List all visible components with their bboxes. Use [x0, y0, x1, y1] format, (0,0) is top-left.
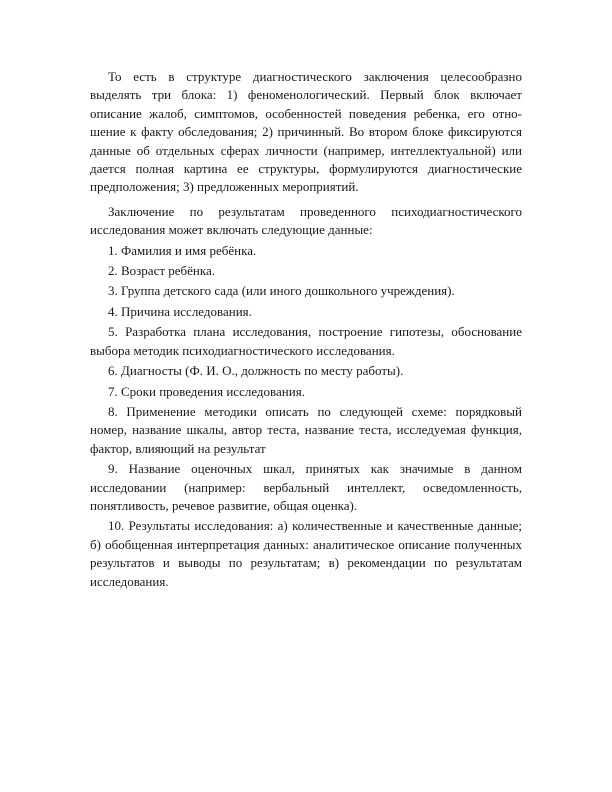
- list-item-7: 7. Сроки проведения исследования.: [108, 383, 305, 399]
- list-item-3: 3. Группа детского сада (или иного дошкольного учреждения).: [108, 283, 455, 299]
- list-item-1: 1. Фамилия и имя ребёнка.: [108, 242, 257, 258]
- list-item-9: 9. Название оценочных шкал, принятых как значимые в данном исследовании (например: вербальный интеллект, осведомленность, понятливость, речевое развитие, общая оценка).: [90, 461, 522, 513]
- list-item-8: 8. Применение методики описать по следующей схеме: порядковый номер, название шкалы, автор теста, название теста, исследуемая функция, фактор, влияющий на результат: [90, 403, 522, 456]
- conclusion-paragraph: Заключение по результатам проведенного психодиагностического исследования может включать следующие данные:: [90, 203, 522, 238]
- document-page: [90, 68, 522, 591]
- list-item-5: 5. Разработка плана исследования, построение гипотезы, обоснование выбора методик психодиагностического исследования.: [90, 324, 522, 358]
- list-item-2: 2. Возраст ребёнка.: [108, 263, 216, 279]
- list-item-6: 6. Диагносты (Ф. И. О., должность по месту работы).: [108, 363, 404, 379]
- list-item-10: 10. Результаты исследования: а) количественные и качественные данные; б) обобщенная интерпретация данных: аналитическое описание полученных результатов и выводы по результатам; в) рекомендации по результатам исследования.: [90, 518, 522, 589]
- list-item-4: 4. Причина исследования.: [108, 303, 252, 319]
- intro-paragraph: То есть в структуре диагностического заключения целесообразно выделять три блока: 1) феноменологический. Первый блок включает описание жалоб, симптомов, особенностей поведения ребенка, его отно-шение к факту обследования; 2) причинный. Во втором блоке фиксируются данные об отдельных сферах личности (например, интеллектуальной) или дается полная картина ее структуры, формулируются диагностические предположения; 3) предложенных мероприятий.: [90, 69, 522, 195]
